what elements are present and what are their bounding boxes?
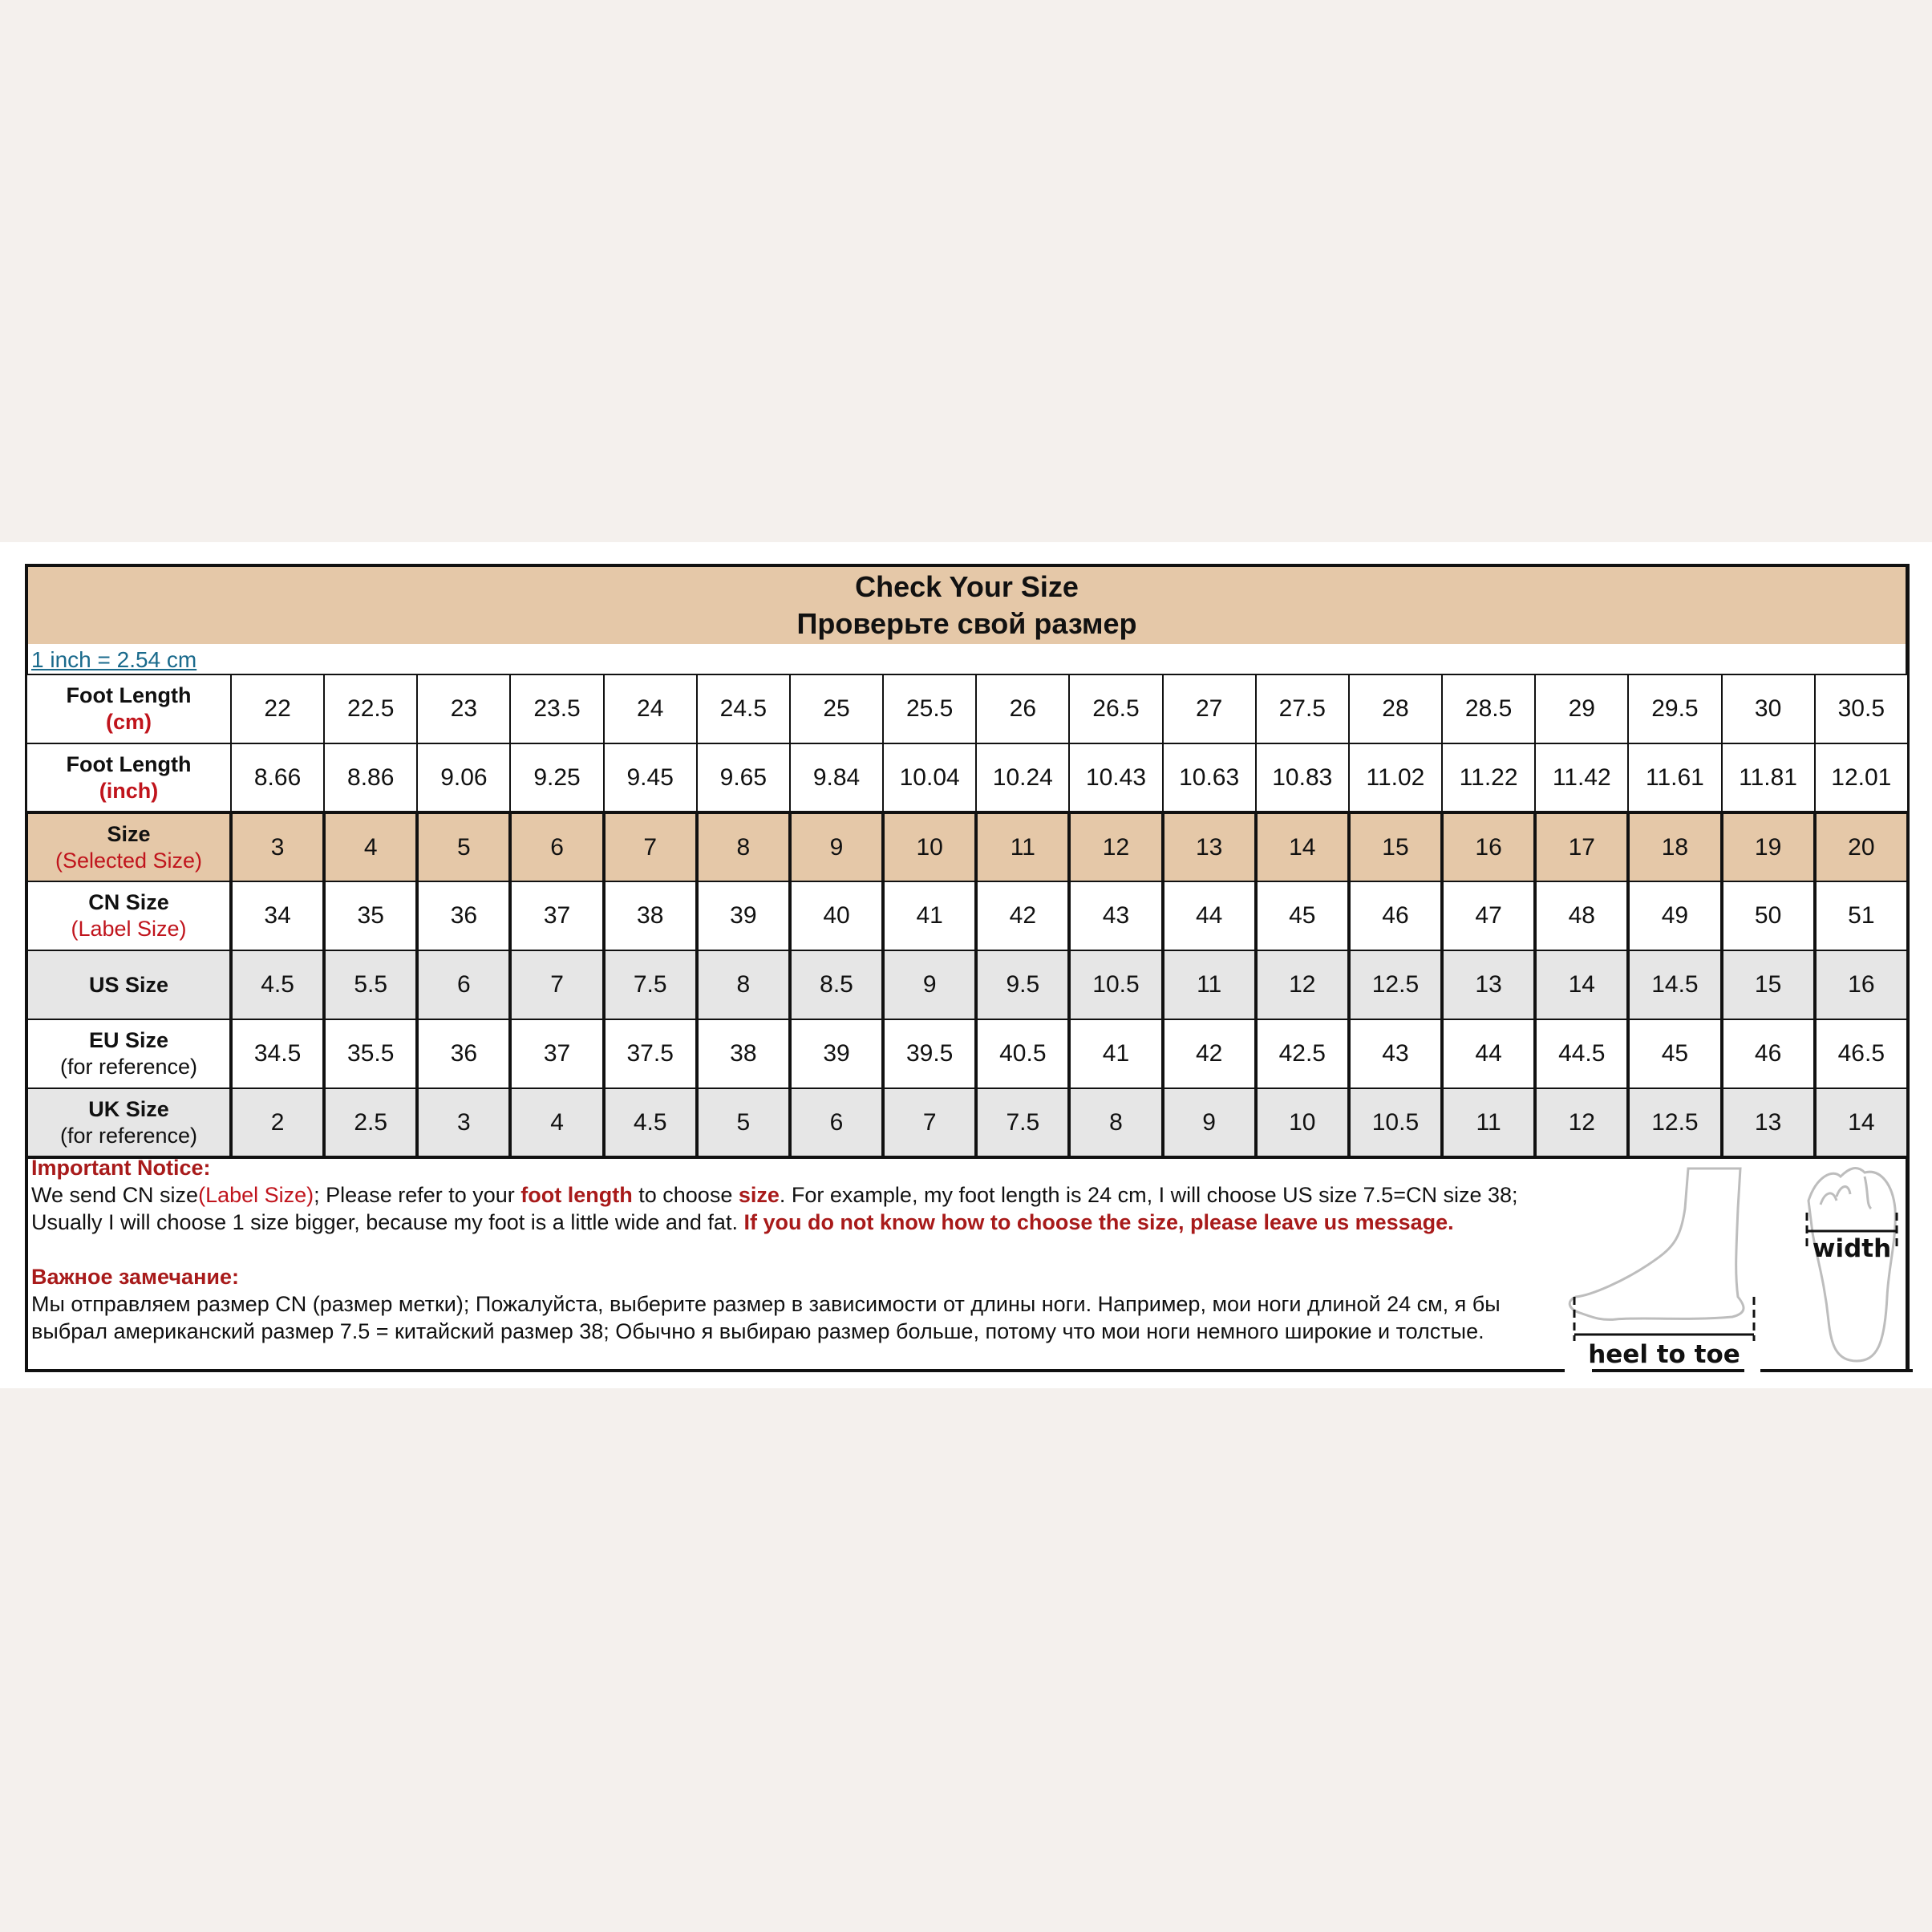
table-cell: 7.5 <box>976 1088 1069 1157</box>
table-cell: 13 <box>1722 1088 1815 1157</box>
table-cell: 50 <box>1722 881 1815 950</box>
row-label-title: Foot Length <box>66 751 192 776</box>
table-cell: 17 <box>1535 812 1628 881</box>
table-cell: 25.5 <box>883 674 976 743</box>
row-label-title: US Size <box>88 972 169 997</box>
table-cell: 37 <box>510 881 603 950</box>
table-cell: 10.24 <box>976 743 1069 812</box>
table-cell: 46.5 <box>1815 1019 1908 1088</box>
table-cell: 11.81 <box>1722 743 1815 812</box>
table-cell: 13 <box>1163 812 1256 881</box>
table-cell: 11 <box>976 812 1069 881</box>
table-cell: 42 <box>1163 1019 1256 1088</box>
notice-heading-en: Important Notice: <box>31 1156 211 1180</box>
table-cell: 12 <box>1256 950 1349 1019</box>
table-cell: 38 <box>697 1019 790 1088</box>
table-cell: 12 <box>1069 812 1162 881</box>
table-cell: 39.5 <box>883 1019 976 1088</box>
table-cell: 37 <box>510 1019 603 1088</box>
table-cell: 26 <box>976 674 1069 743</box>
table-cell: 23 <box>417 674 510 743</box>
table-cell: 39 <box>697 881 790 950</box>
row-label-sub: (inch) <box>99 778 159 803</box>
table-row <box>26 1088 1908 1157</box>
table-row <box>26 743 1908 812</box>
table-cell: 44 <box>1163 881 1256 950</box>
table-cell: 9.84 <box>790 743 883 812</box>
row-label <box>26 1019 231 1088</box>
table-cell: 41 <box>883 881 976 950</box>
table-cell: 11.61 <box>1628 743 1721 812</box>
inch-cm-conversion-link[interactable]: 1 inch = 2.54 cm <box>31 647 197 672</box>
table-cell: 11 <box>1163 950 1256 1019</box>
table-cell: 7.5 <box>604 950 697 1019</box>
table-cell: 12.5 <box>1628 1088 1721 1157</box>
table-cell: 20 <box>1815 812 1908 881</box>
foot-sole-diagram <box>1792 1160 1913 1369</box>
table-cell: 19 <box>1722 812 1815 881</box>
width-label: width <box>1812 1234 1892 1263</box>
table-cell: 46 <box>1722 1019 1815 1088</box>
table-cell: 48 <box>1535 881 1628 950</box>
table-cell: 42 <box>976 881 1069 950</box>
table-cell: 30.5 <box>1815 674 1908 743</box>
table-cell: 9.25 <box>510 743 603 812</box>
table-cell: 34 <box>231 881 324 950</box>
table-cell: 43 <box>1069 881 1162 950</box>
row-label-sub: (cm) <box>105 710 152 734</box>
table-cell: 11.22 <box>1442 743 1535 812</box>
table-cell: 18 <box>1628 812 1721 881</box>
table-cell: 40.5 <box>976 1019 1069 1088</box>
table-cell: 23.5 <box>510 674 603 743</box>
table-cell: 7 <box>510 950 603 1019</box>
chart-title <box>28 567 1906 644</box>
table-cell: 30 <box>1722 674 1815 743</box>
table-cell: 36 <box>417 881 510 950</box>
table-cell: 9.06 <box>417 743 510 812</box>
table-cell: 10.43 <box>1069 743 1162 812</box>
table-cell: 8.86 <box>324 743 417 812</box>
table-cell: 24.5 <box>697 674 790 743</box>
notice-heading-ru: Важное замечание: <box>31 1265 239 1289</box>
table-cell: 5 <box>417 812 510 881</box>
size-table <box>25 674 1910 1159</box>
table-cell: 9 <box>790 812 883 881</box>
table-cell: 11 <box>1442 1088 1535 1157</box>
table-cell: 44.5 <box>1535 1019 1628 1088</box>
table-cell: 4 <box>510 1088 603 1157</box>
table-cell: 5 <box>697 1088 790 1157</box>
row-label <box>26 950 231 1019</box>
table-cell: 3 <box>417 1088 510 1157</box>
table-cell: 14 <box>1815 1088 1908 1157</box>
bottom-border-segment <box>1592 1369 1744 1372</box>
row-label-sub: (Label Size) <box>71 917 187 941</box>
table-cell: 11.42 <box>1535 743 1628 812</box>
table-cell: 38 <box>604 881 697 950</box>
table-cell: 9 <box>1163 1088 1256 1157</box>
table-cell: 26.5 <box>1069 674 1162 743</box>
notice-section <box>31 1154 1555 1345</box>
row-label-title: UK Size <box>88 1096 169 1121</box>
table-cell: 43 <box>1349 1019 1442 1088</box>
table-cell: 10 <box>883 812 976 881</box>
table-cell: 29.5 <box>1628 674 1721 743</box>
table-cell: 8.66 <box>231 743 324 812</box>
size-chart <box>25 564 1910 1369</box>
table-cell: 51 <box>1815 881 1908 950</box>
table-cell: 14 <box>1535 950 1628 1019</box>
table-cell: 10.5 <box>1349 1088 1442 1157</box>
title-english: Check Your Size <box>855 570 1079 603</box>
table-cell: 7 <box>883 1088 976 1157</box>
table-cell: 15 <box>1349 812 1442 881</box>
table-cell: 10.63 <box>1163 743 1256 812</box>
table-cell: 35.5 <box>324 1019 417 1088</box>
table-cell: 8 <box>697 812 790 881</box>
table-cell: 12 <box>1535 1088 1628 1157</box>
table-cell: 44 <box>1442 1019 1535 1088</box>
table-cell: 22.5 <box>324 674 417 743</box>
heel-to-toe-label: heel to toe <box>1588 1340 1740 1369</box>
row-label-title: CN Size <box>88 890 169 914</box>
table-cell: 49 <box>1628 881 1721 950</box>
table-cell: 6 <box>790 1088 883 1157</box>
row-label <box>26 743 231 812</box>
notice-emphasis: If you do not know how to choose the size, please leave us message. <box>743 1210 1454 1234</box>
table-cell: 8 <box>697 950 790 1019</box>
row-label-title: Foot Length <box>66 683 192 707</box>
table-cell: 4.5 <box>231 950 324 1019</box>
table-cell: 29 <box>1535 674 1628 743</box>
table-cell: 8.5 <box>790 950 883 1019</box>
foot-sole-outline <box>1808 1169 1895 1361</box>
table-cell: 41 <box>1069 1019 1162 1088</box>
row-label-title: Size <box>107 821 151 846</box>
table-cell: 10.5 <box>1069 950 1162 1019</box>
table-cell: 27.5 <box>1256 674 1349 743</box>
table-cell: 2 <box>231 1088 324 1157</box>
table-cell: 35 <box>324 881 417 950</box>
bottom-border-segment <box>1760 1369 1913 1372</box>
table-cell: 14 <box>1256 812 1349 881</box>
title-russian: Проверьте свой размер <box>796 607 1137 640</box>
table-cell: 9 <box>883 950 976 1019</box>
table-cell: 28.5 <box>1442 674 1535 743</box>
foot-side-outline <box>1569 1169 1744 1319</box>
table-cell: 47 <box>1442 881 1535 950</box>
table-cell: 46 <box>1349 881 1442 950</box>
row-label <box>26 674 231 743</box>
table-cell: 22 <box>231 674 324 743</box>
row-label-sub: (for reference) <box>59 1055 198 1079</box>
notice-text-en: We send CN size(Label Size); Please refer to your foot length to choose size. For example, my foot length is 24 cm, I will choose US size 7.5=CN size 38; Usually I will choose 1 size bigger, because my foot is a little wide and fat. If you do not know how to choose the size, please leave us message. <box>31 1183 1518 1234</box>
row-label <box>26 812 231 881</box>
row-label-title: EU Size <box>88 1028 169 1052</box>
table-cell: 15 <box>1722 950 1815 1019</box>
bottom-border <box>25 1369 1565 1372</box>
row-label-sub: (for reference) <box>59 1123 198 1148</box>
table-cell: 40 <box>790 881 883 950</box>
table-cell: 42.5 <box>1256 1019 1349 1088</box>
row-label <box>26 881 231 950</box>
table-cell: 34.5 <box>231 1019 324 1088</box>
table-row <box>26 812 1908 881</box>
table-cell: 9.45 <box>604 743 697 812</box>
table-row <box>26 881 1908 950</box>
table-cell: 5.5 <box>324 950 417 1019</box>
table-cell: 10 <box>1256 1088 1349 1157</box>
table-cell: 10.04 <box>883 743 976 812</box>
table-row <box>26 1019 1908 1088</box>
table-cell: 14.5 <box>1628 950 1721 1019</box>
table-cell: 6 <box>417 950 510 1019</box>
table-cell: 3 <box>231 812 324 881</box>
table-cell: 28 <box>1349 674 1442 743</box>
table-cell: 45 <box>1628 1019 1721 1088</box>
table-cell: 27 <box>1163 674 1256 743</box>
table-cell: 24 <box>604 674 697 743</box>
table-cell: 6 <box>510 812 603 881</box>
notice-text-ru: Мы отправляем размер CN (размер метки); Пожалуйста, выберите размер в зависимости от длины ноги. Например, мои ноги длиной 24 см, я бы выбрал американский размер 7.5 = китайский размер 38; Обычно я выбираю размер больше, потому что мои ноги немного широкие и толстые. <box>31 1292 1501 1343</box>
row-label-sub: (Selected Size) <box>55 848 203 873</box>
table-cell: 39 <box>790 1019 883 1088</box>
table-cell: 9.65 <box>697 743 790 812</box>
table-cell: 36 <box>417 1019 510 1088</box>
table-cell: 25 <box>790 674 883 743</box>
foot-side-diagram <box>1568 1160 1792 1369</box>
table-cell: 8 <box>1069 1088 1162 1157</box>
table-cell: 45 <box>1256 881 1349 950</box>
table-row <box>26 950 1908 1019</box>
table-cell: 12.01 <box>1815 743 1908 812</box>
row-label <box>26 1088 231 1157</box>
table-cell: 13 <box>1442 950 1535 1019</box>
table-cell: 16 <box>1442 812 1535 881</box>
table-cell: 16 <box>1815 950 1908 1019</box>
table-cell: 11.02 <box>1349 743 1442 812</box>
table-cell: 9.5 <box>976 950 1069 1019</box>
table-cell: 4 <box>324 812 417 881</box>
table-cell: 10.83 <box>1256 743 1349 812</box>
table-cell: 7 <box>604 812 697 881</box>
table-cell: 2.5 <box>324 1088 417 1157</box>
table-row <box>26 674 1908 743</box>
table-cell: 4.5 <box>604 1088 697 1157</box>
table-cell: 12.5 <box>1349 950 1442 1019</box>
table-cell: 37.5 <box>604 1019 697 1088</box>
